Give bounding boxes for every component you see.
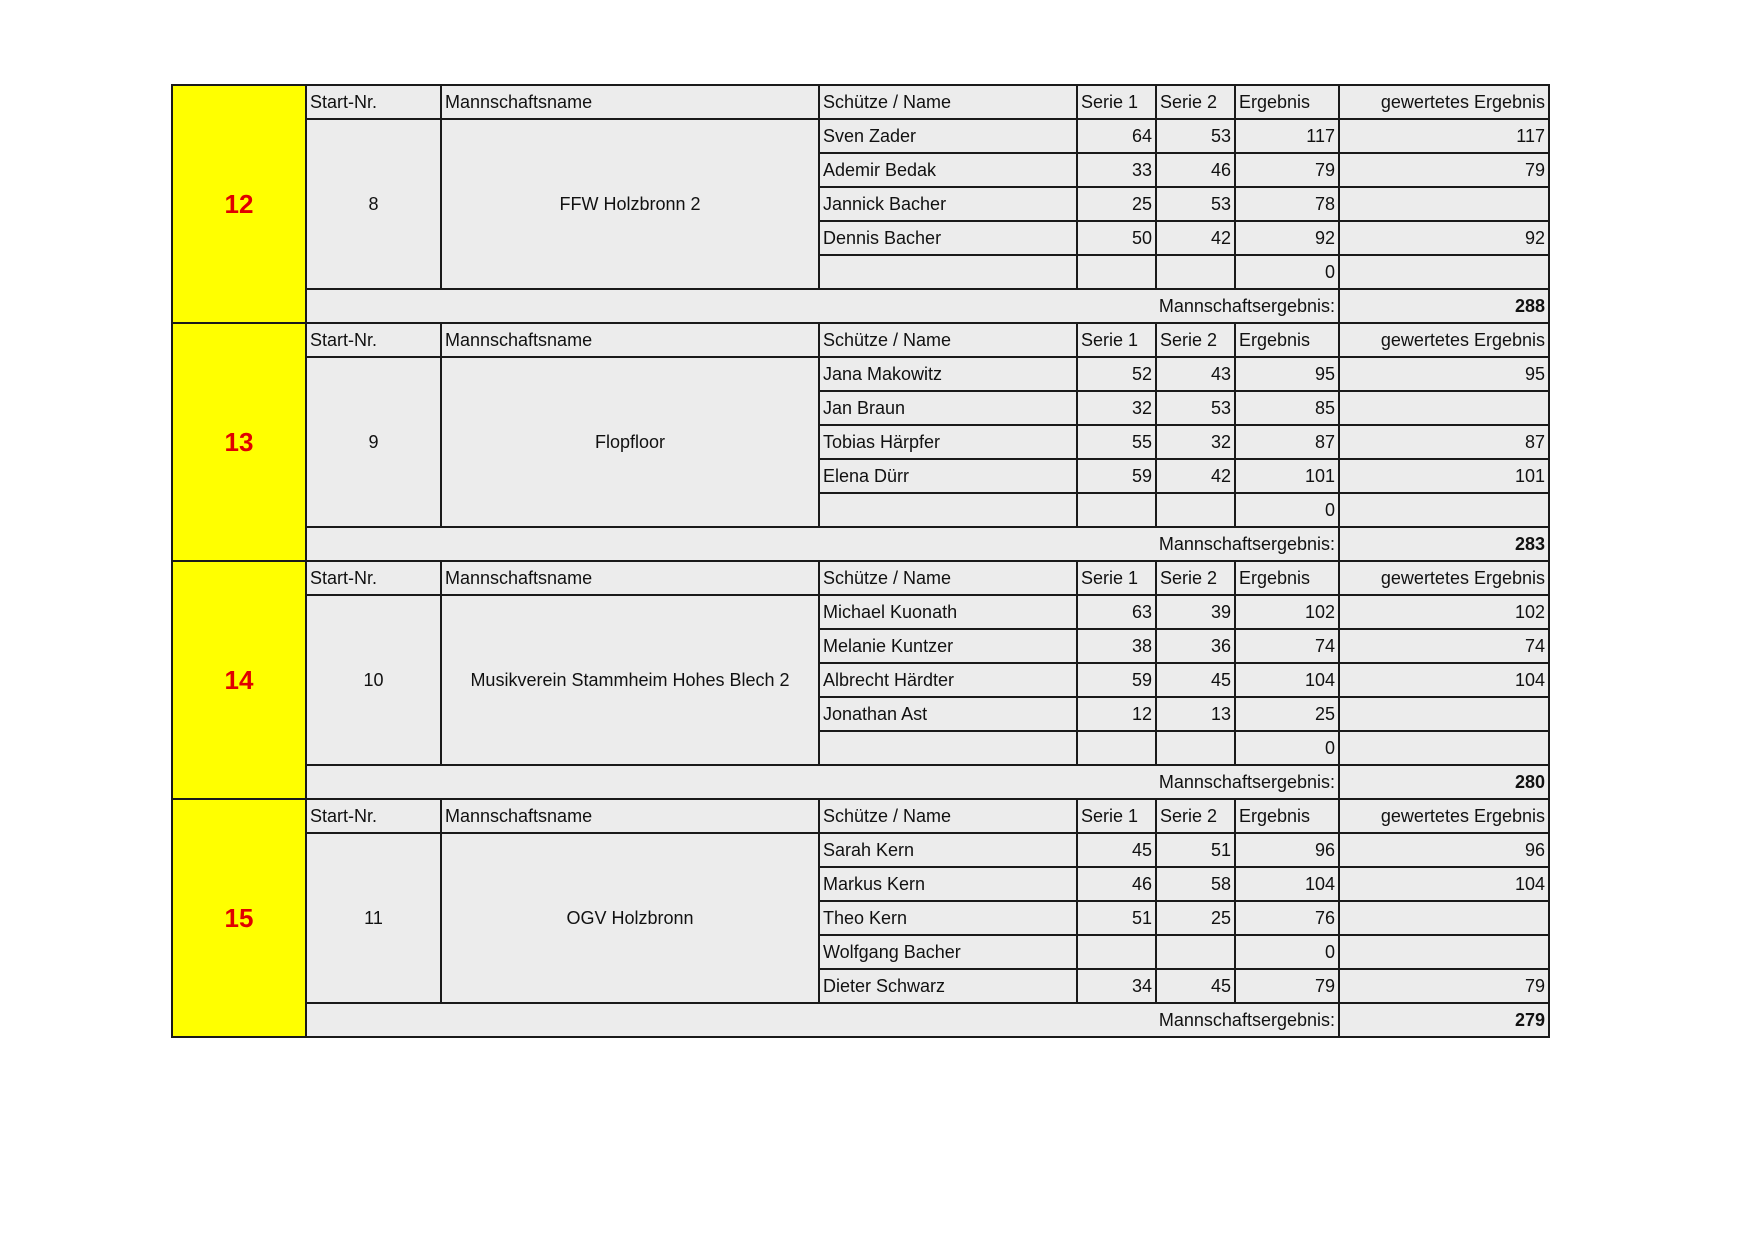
result-cell: 92 (1235, 221, 1339, 255)
counted-result-cell: 92 (1339, 221, 1549, 255)
serie-2-cell (1156, 935, 1235, 969)
shooter-name-cell: Jan Braun (819, 391, 1077, 425)
shooter-name-cell: Jannick Bacher (819, 187, 1077, 221)
header-counted-result: gewertetes Ergebnis (1339, 323, 1549, 357)
serie-2-cell: 39 (1156, 595, 1235, 629)
shooter-row (172, 595, 1549, 629)
shooter-row (172, 119, 1549, 153)
result-cell: 95 (1235, 357, 1339, 391)
serie-1-cell: 12 (1077, 697, 1156, 731)
serie-1-cell: 55 (1077, 425, 1156, 459)
team-name-cell: Flopfloor (441, 357, 819, 527)
serie-2-cell: 13 (1156, 697, 1235, 731)
serie-2-cell: 53 (1156, 187, 1235, 221)
team-total-cell: 288 (1339, 289, 1549, 323)
shooter-name-cell: Sarah Kern (819, 833, 1077, 867)
header-result: Ergebnis (1235, 799, 1339, 833)
header-shooter: Schütze / Name (819, 85, 1077, 119)
counted-result-cell: 101 (1339, 459, 1549, 493)
shooter-row (172, 357, 1549, 391)
header-result: Ergebnis (1235, 85, 1339, 119)
serie-2-cell: 43 (1156, 357, 1235, 391)
rank-cell: 12 (172, 85, 306, 323)
shooter-name-cell (819, 493, 1077, 527)
header-serie-2: Serie 2 (1156, 799, 1235, 833)
shooter-name-cell: Ademir Bedak (819, 153, 1077, 187)
header-team-name: Mannschaftsname (441, 799, 819, 833)
shooter-name-cell: Wolfgang Bacher (819, 935, 1077, 969)
serie-2-cell: 45 (1156, 663, 1235, 697)
team-total-cell: 279 (1339, 1003, 1549, 1037)
counted-result-cell (1339, 901, 1549, 935)
serie-1-cell: 33 (1077, 153, 1156, 187)
team-result-label: Mannschaftsergebnis: (306, 289, 1339, 323)
team-result-label: Mannschaftsergebnis: (306, 765, 1339, 799)
header-shooter: Schütze / Name (819, 323, 1077, 357)
header-team-name: Mannschaftsname (441, 85, 819, 119)
team-result-label: Mannschaftsergebnis: (306, 527, 1339, 561)
start-nr-cell: 10 (306, 595, 441, 765)
team-total-cell: 283 (1339, 527, 1549, 561)
team-total-row (172, 289, 1549, 323)
start-nr-cell: 11 (306, 833, 441, 1003)
shooter-name-cell: Michael Kuonath (819, 595, 1077, 629)
team-name-cell: OGV Holzbronn (441, 833, 819, 1003)
counted-result-cell: 104 (1339, 867, 1549, 901)
result-cell: 79 (1235, 969, 1339, 1003)
shooter-name-cell: Tobias Härpfer (819, 425, 1077, 459)
shooter-name-cell: Jana Makowitz (819, 357, 1077, 391)
team-total-row (172, 527, 1549, 561)
serie-1-cell: 63 (1077, 595, 1156, 629)
result-cell: 87 (1235, 425, 1339, 459)
serie-2-cell: 46 (1156, 153, 1235, 187)
serie-1-cell (1077, 255, 1156, 289)
header-shooter: Schütze / Name (819, 799, 1077, 833)
header-start-nr: Start-Nr. (306, 85, 441, 119)
serie-1-cell (1077, 731, 1156, 765)
serie-2-cell (1156, 255, 1235, 289)
counted-result-cell: 102 (1339, 595, 1549, 629)
serie-1-cell: 45 (1077, 833, 1156, 867)
header-serie-2: Serie 2 (1156, 561, 1235, 595)
result-cell: 0 (1235, 731, 1339, 765)
result-cell: 117 (1235, 119, 1339, 153)
start-nr-cell: 8 (306, 119, 441, 289)
serie-2-cell: 42 (1156, 459, 1235, 493)
result-cell: 0 (1235, 255, 1339, 289)
counted-result-cell (1339, 187, 1549, 221)
serie-1-cell: 59 (1077, 663, 1156, 697)
result-cell: 104 (1235, 867, 1339, 901)
serie-2-cell: 32 (1156, 425, 1235, 459)
rank-cell: 14 (172, 561, 306, 799)
header-result: Ergebnis (1235, 323, 1339, 357)
header-serie-1: Serie 1 (1077, 85, 1156, 119)
counted-result-cell (1339, 391, 1549, 425)
header-serie-1: Serie 1 (1077, 561, 1156, 595)
serie-1-cell: 34 (1077, 969, 1156, 1003)
result-cell: 25 (1235, 697, 1339, 731)
counted-result-cell: 74 (1339, 629, 1549, 663)
header-serie-1: Serie 1 (1077, 799, 1156, 833)
serie-1-cell (1077, 493, 1156, 527)
serie-1-cell: 52 (1077, 357, 1156, 391)
counted-result-cell (1339, 697, 1549, 731)
header-serie-2: Serie 2 (1156, 85, 1235, 119)
header-shooter: Schütze / Name (819, 561, 1077, 595)
result-cell: 104 (1235, 663, 1339, 697)
team-header-row (172, 799, 1549, 833)
team-header-row (172, 561, 1549, 595)
rank-cell: 15 (172, 799, 306, 1037)
team-total-cell: 280 (1339, 765, 1549, 799)
serie-1-cell: 46 (1077, 867, 1156, 901)
serie-2-cell: 53 (1156, 119, 1235, 153)
shooter-name-cell: Dieter Schwarz (819, 969, 1077, 1003)
results-body (172, 85, 1549, 1037)
counted-result-cell: 95 (1339, 357, 1549, 391)
shooter-row (172, 833, 1549, 867)
shooter-name-cell: Melanie Kuntzer (819, 629, 1077, 663)
result-cell: 85 (1235, 391, 1339, 425)
shooter-name-cell: Elena Dürr (819, 459, 1077, 493)
header-result: Ergebnis (1235, 561, 1339, 595)
counted-result-cell (1339, 935, 1549, 969)
header-counted-result: gewertetes Ergebnis (1339, 799, 1549, 833)
team-total-row (172, 1003, 1549, 1037)
serie-2-cell (1156, 493, 1235, 527)
serie-1-cell: 64 (1077, 119, 1156, 153)
serie-1-cell: 32 (1077, 391, 1156, 425)
serie-2-cell: 36 (1156, 629, 1235, 663)
serie-2-cell: 45 (1156, 969, 1235, 1003)
team-result-label: Mannschaftsergebnis: (306, 1003, 1339, 1037)
header-serie-1: Serie 1 (1077, 323, 1156, 357)
result-cell: 78 (1235, 187, 1339, 221)
team-header-row (172, 323, 1549, 357)
serie-1-cell: 25 (1077, 187, 1156, 221)
team-total-row (172, 765, 1549, 799)
results-table (171, 84, 1550, 1038)
counted-result-cell: 79 (1339, 153, 1549, 187)
shooter-name-cell (819, 731, 1077, 765)
team-name-cell: Musikverein Stammheim Hohes Blech 2 (441, 595, 819, 765)
result-cell: 76 (1235, 901, 1339, 935)
shooter-name-cell: Sven Zader (819, 119, 1077, 153)
counted-result-cell (1339, 255, 1549, 289)
counted-result-cell: 117 (1339, 119, 1549, 153)
header-start-nr: Start-Nr. (306, 561, 441, 595)
shooter-name-cell: Albrecht Härdter (819, 663, 1077, 697)
header-counted-result: gewertetes Ergebnis (1339, 85, 1549, 119)
serie-2-cell: 58 (1156, 867, 1235, 901)
header-start-nr: Start-Nr. (306, 799, 441, 833)
counted-result-cell: 87 (1339, 425, 1549, 459)
header-serie-2: Serie 2 (1156, 323, 1235, 357)
result-cell: 102 (1235, 595, 1339, 629)
serie-2-cell (1156, 731, 1235, 765)
rank-cell: 13 (172, 323, 306, 561)
result-cell: 79 (1235, 153, 1339, 187)
counted-result-cell: 79 (1339, 969, 1549, 1003)
shooter-name-cell (819, 255, 1077, 289)
serie-1-cell: 51 (1077, 901, 1156, 935)
result-cell: 101 (1235, 459, 1339, 493)
result-cell: 96 (1235, 833, 1339, 867)
team-header-row (172, 85, 1549, 119)
serie-1-cell: 59 (1077, 459, 1156, 493)
result-cell: 0 (1235, 935, 1339, 969)
shooter-name-cell: Theo Kern (819, 901, 1077, 935)
serie-2-cell: 25 (1156, 901, 1235, 935)
header-team-name: Mannschaftsname (441, 323, 819, 357)
serie-1-cell: 38 (1077, 629, 1156, 663)
shooter-name-cell: Jonathan Ast (819, 697, 1077, 731)
result-cell: 0 (1235, 493, 1339, 527)
result-cell: 74 (1235, 629, 1339, 663)
serie-2-cell: 51 (1156, 833, 1235, 867)
start-nr-cell: 9 (306, 357, 441, 527)
shooter-name-cell: Dennis Bacher (819, 221, 1077, 255)
header-start-nr: Start-Nr. (306, 323, 441, 357)
serie-1-cell: 50 (1077, 221, 1156, 255)
header-team-name: Mannschaftsname (441, 561, 819, 595)
serie-2-cell: 53 (1156, 391, 1235, 425)
serie-2-cell: 42 (1156, 221, 1235, 255)
counted-result-cell (1339, 493, 1549, 527)
header-counted-result: gewertetes Ergebnis (1339, 561, 1549, 595)
counted-result-cell: 104 (1339, 663, 1549, 697)
counted-result-cell: 96 (1339, 833, 1549, 867)
counted-result-cell (1339, 731, 1549, 765)
team-name-cell: FFW Holzbronn 2 (441, 119, 819, 289)
serie-1-cell (1077, 935, 1156, 969)
shooter-name-cell: Markus Kern (819, 867, 1077, 901)
